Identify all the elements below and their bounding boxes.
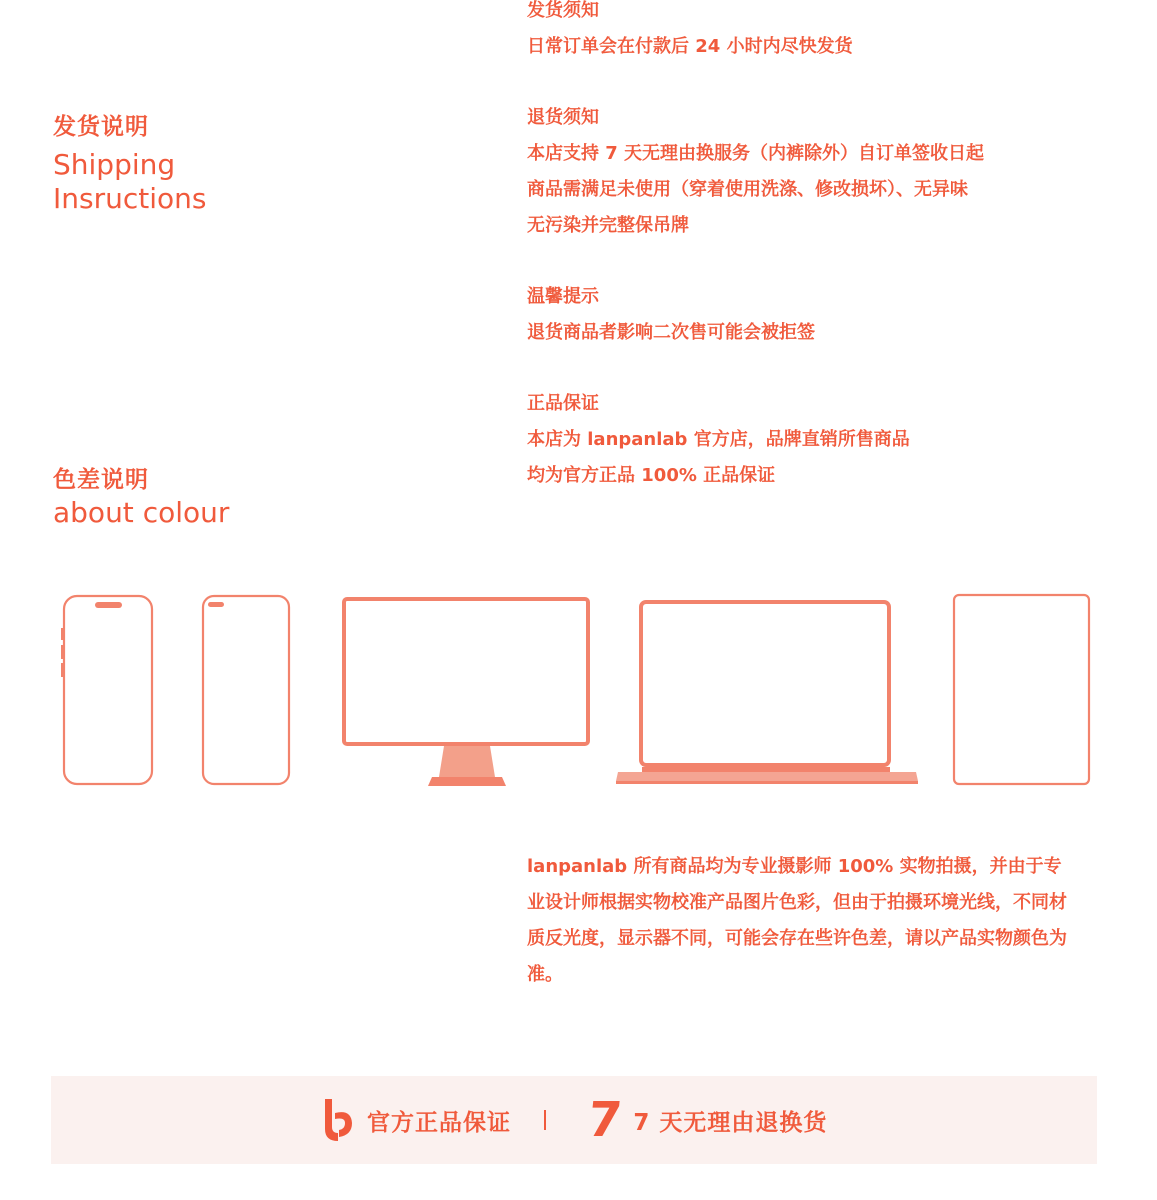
banner-return-label: 7 天无理由退换货	[633, 1109, 828, 1136]
phone-icon	[60, 593, 156, 788]
laptop-icon	[612, 597, 922, 789]
banner-authentic	[321, 1076, 511, 1164]
notice-tips	[527, 279, 815, 351]
shipping-title-en: Shipping Insructions	[53, 148, 207, 215]
phone-icon	[199, 593, 293, 788]
notice-shipping-line: 日常订单会在付款后 24 小时内尽快发货	[527, 36, 853, 57]
seven-badge-icon: 7	[585, 1092, 625, 1148]
notice-tips-title: 温馨提示	[527, 286, 599, 307]
notice-tips-line: 退货商品者影响二次售可能会被拒签	[527, 322, 815, 343]
colour-title-en: about colour	[53, 496, 230, 529]
notice-authentic-title: 正品保证	[527, 393, 599, 414]
colour-title-cn: 色差说明	[53, 467, 149, 493]
notice-shipping-title: 发货须知	[527, 0, 599, 21]
notice-shipping	[527, 0, 853, 65]
brand-logo-icon	[321, 1097, 355, 1143]
shipping-title-cn: 发货说明	[53, 114, 149, 140]
banner-authentic-label: 官方正品保证	[367, 1109, 511, 1136]
notice-authentic	[527, 386, 910, 494]
colour-description: lanpanlab 所有商品均为专业摄影师 100% 实物拍摄，并由于专业设计师根据实物校准产品图片色彩，但由于拍摄环境光线，不同材质反光度，显示器不同，可能会存在些许色差，请以产品实物颜色为准。	[527, 856, 1067, 985]
notice-return	[527, 100, 984, 244]
notice-return-line: 本店支持 7 天无理由换服务（内裤除外）自订单签收日起	[527, 143, 985, 164]
notice-authentic-line: 本店为 lanpanlab 官方店，品牌直销所售商品	[527, 429, 910, 450]
guarantee-banner	[51, 1076, 1097, 1164]
banner-divider	[544, 1110, 546, 1130]
notice-authentic-line: 均为官方正品 100% 正品保证	[527, 465, 776, 486]
tablet-icon	[950, 591, 1094, 788]
monitor-icon	[340, 595, 594, 790]
notice-return-line: 商品需满足未使用（穿着使用洗涤、修改损坏）、无异味	[527, 179, 968, 200]
notice-return-line: 无污染并完整保吊牌	[527, 215, 689, 236]
banner-return	[585, 1076, 828, 1164]
notice-return-title: 退货须知	[527, 107, 599, 128]
